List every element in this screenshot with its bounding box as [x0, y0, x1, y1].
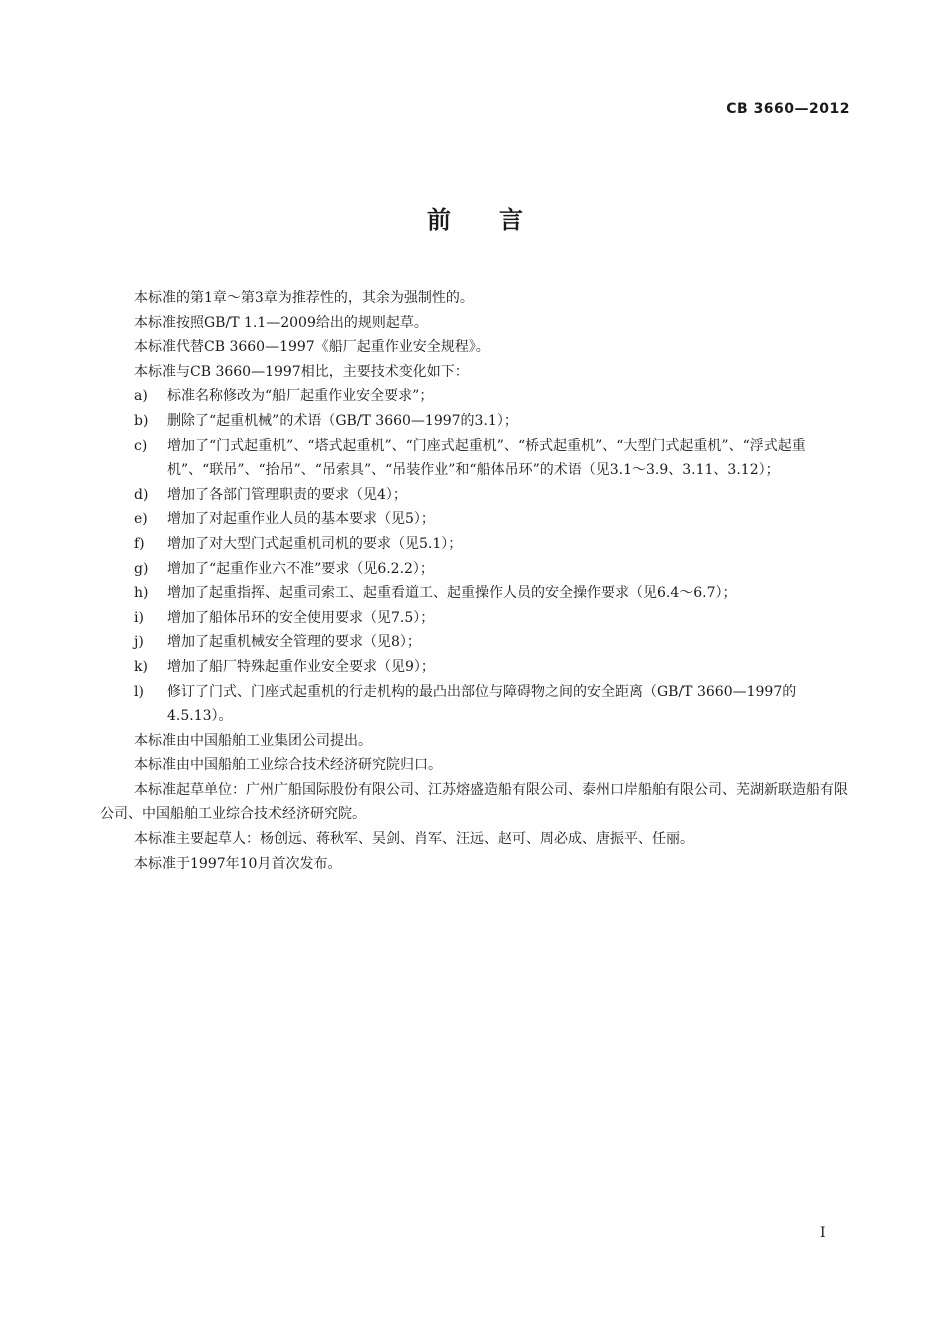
list-item	[100, 483, 852, 508]
drafters-paragraph: 本标准主要起草人：杨创远、蒋秋军、吴剑、肖军、汪远、赵可、周必成、唐振平、任丽。	[134, 831, 694, 848]
list-item-text: 增加了各部门管理职责的要求（见4）；	[167, 486, 407, 503]
list-item-text: 增加了对大型门式起重机司机的要求（见5.1）；	[167, 535, 463, 552]
intro-paragraph: 本标准与CB 3660—1997相比，主要技术变化如下：	[134, 363, 469, 380]
list-item	[100, 557, 852, 582]
list-item-text: 删除了“起重机械”的术语（GB/T 3660—1997的3.1）；	[167, 412, 518, 429]
page-title: 前言	[427, 206, 571, 234]
changes-list	[100, 384, 852, 728]
list-item	[100, 384, 852, 409]
intro-paragraph: 本标准的第1章～第3章为推荐性的，其余为强制性的。	[134, 290, 474, 306]
list-item-text: 增加了“门式起重机”、“塔式起重机”、“门座式起重机”、“桥式起重机”、“大型门式起重机”、“浮式起重机”、“联吊”、“抬吊”、“吊索具”、“吊装作业”和“船体吊环”的术语（见3.1～3.9、3.11、3.12）；	[167, 437, 806, 479]
list-item	[100, 680, 852, 729]
list-item	[100, 655, 852, 680]
list-item-text: 增加了船厂特殊起重作业安全要求（见9）；	[167, 658, 435, 675]
list-item	[100, 581, 852, 606]
list-item	[100, 630, 852, 655]
list-item-text: 增加了船体吊环的安全使用要求（见7.5）；	[167, 609, 435, 626]
list-item-tag: c)	[134, 437, 148, 454]
list-item-tag: g)	[134, 560, 149, 577]
list-item-tag: h)	[134, 585, 149, 602]
list-item-text: 增加了对起重作业人员的基本要求（见5）；	[167, 511, 435, 528]
list-item-tag: f)	[134, 535, 145, 552]
list-item-text: 增加了起重指挥、起重司索工、起重看道工、起重操作人员的安全操作要求（见6.4～6.7）；	[167, 585, 737, 602]
list-item-tag: a)	[134, 388, 148, 405]
closing-paragraph: 本标准由中国船舶工业集团公司提出。	[134, 732, 372, 749]
list-item-tag: i)	[134, 609, 144, 626]
list-item-tag: l)	[134, 683, 144, 700]
list-item-text: 增加了“起重作业六不准”要求（见6.2.2）；	[167, 560, 434, 577]
list-item	[100, 606, 852, 631]
list-item	[100, 532, 852, 557]
list-item-tag: b)	[134, 412, 149, 429]
list-item	[100, 434, 852, 483]
standard-number: CB 3660—2012	[726, 101, 850, 117]
list-item-tag: e)	[134, 511, 148, 528]
list-item-tag: d)	[134, 486, 149, 503]
list-item-text: 修订了门式、门座式起重机的行走机构的最凸出部位与障碍物之间的安全距离（GB/T 3660—1997的4.5.13）。	[167, 683, 797, 725]
list-item-text: 标准名称修改为“船厂起重作业安全要求”；	[167, 388, 434, 405]
page-number: I	[820, 1225, 826, 1241]
closing-paragraph: 本标准由中国船舶工业综合技术经济研究院归口。	[134, 757, 442, 774]
list-item	[100, 409, 852, 434]
list-item-text: 增加了起重机械安全管理的要求（见8）；	[167, 634, 421, 651]
foreword-body	[100, 286, 852, 876]
list-item	[100, 507, 852, 532]
list-item-tag: k)	[134, 658, 148, 675]
list-item-tag: j)	[134, 634, 144, 651]
intro-paragraph: 本标准按照GB/T 1.1—2009给出的规则起草。	[134, 314, 428, 331]
drafting-units-paragraph: 本标准起草单位：广州广船国际股份有限公司、江苏熔盛造船有限公司、泰州口岸船舶有限公司、芜湖新联造船有限公司、中国船舶工业综合技术经济研究院。	[100, 781, 848, 823]
closing-paragraph: 本标准于1997年10月首次发布。	[134, 855, 342, 872]
intro-paragraph: 本标准代替CB 3660—1997《船厂起重作业安全规程》。	[134, 339, 490, 356]
